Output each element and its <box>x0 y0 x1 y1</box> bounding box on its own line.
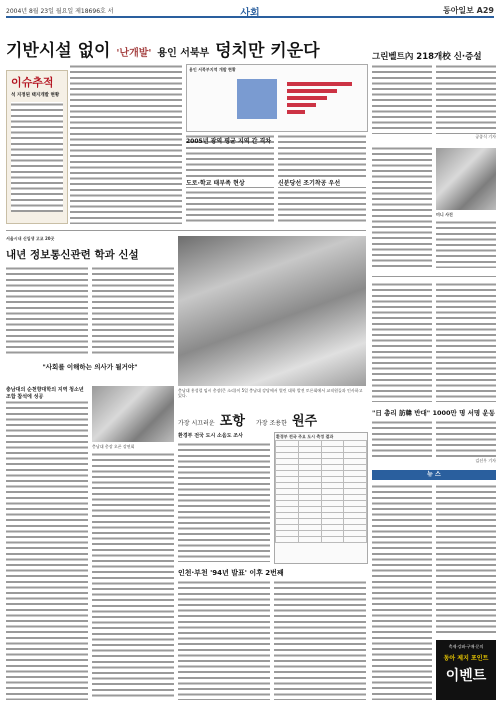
chart-title: 용인 서북부지역 개발 현황 <box>189 67 236 72</box>
noise-table-grid <box>275 440 367 543</box>
chart-bar <box>287 103 316 107</box>
top-story-column-1 <box>70 64 182 224</box>
festival-byline: 김선우 기자 <box>475 458 496 463</box>
incheon-column-1 <box>178 580 270 700</box>
issue-date: 2004년 8월 23일 월요일 제18696호 서 <box>6 8 114 15</box>
crowd-photo-caption: 충남대 홍성렬 임시 총장(큰 소리)이 5일 충남대 강당에서 열린 대학 발전 토론회에서 교직원들과 인사하고 있다. <box>178 388 363 398</box>
pohang-big-b: 원주 <box>291 414 318 429</box>
headline-part-a: 기반시설 없이 <box>6 41 111 61</box>
news-briefs-label: 뉴 스 <box>372 470 496 480</box>
seoul-column-2 <box>92 266 174 356</box>
top-story-headline <box>6 36 366 61</box>
lecture-photo <box>92 386 174 442</box>
chart-bar <box>287 89 337 93</box>
page-header <box>6 4 494 18</box>
greenbelt-headline: 그린벨트內 218개校 신·증설 <box>372 52 482 62</box>
incheon-column-2 <box>274 580 366 700</box>
greenbelt-column-1 <box>372 64 432 134</box>
seoul-column-3 <box>6 400 88 700</box>
chart-bar <box>287 82 352 86</box>
pohang-small-b: 가장 조용한 <box>256 420 287 427</box>
incheon-headline: 인천·부천 '94년 발표' 이후 2번째 <box>178 569 284 577</box>
pohang-small-a: 가장 시끄러운 <box>178 420 215 427</box>
seoul-column-4 <box>92 452 174 700</box>
noise-table <box>274 432 368 564</box>
mid-right-column-2 <box>436 282 496 402</box>
headline-part-b: 용인 서북부 <box>157 48 210 59</box>
mid-right-column-1 <box>372 282 432 402</box>
chart-bar <box>287 96 327 100</box>
festival-headline: "日 총리 訪韓 반대" 1000만 명 서명 운동 <box>372 409 495 417</box>
chart-map-shape <box>237 79 277 119</box>
issue-tracker-body <box>11 102 63 212</box>
advertisement-box[interactable] <box>436 640 496 700</box>
ad-line-2: 동아 제지 포인트 <box>443 655 489 662</box>
right-divider <box>372 276 496 277</box>
page-number: 동아일보 A29 <box>442 6 494 15</box>
seoul-kicker: 서울시내 신입생 고교 20곳 <box>6 236 55 241</box>
pohang-big-a: 포항 <box>219 414 245 429</box>
section-divider <box>6 230 366 231</box>
top-story-subhead-2: 도로·학교 태부족 현상 <box>186 178 274 187</box>
pohang-headline <box>178 410 366 428</box>
right-story-caption-text <box>436 220 496 268</box>
right-story-photo <box>436 148 496 210</box>
pohang-column-1 <box>178 442 270 562</box>
greenbelt-byline: 공종식 기자 <box>475 134 496 139</box>
noise-table-title: 환경부 전국 주요 도시 측정 결과 <box>276 434 334 439</box>
headline-part-c: 덩치만 키운다 <box>215 41 320 61</box>
top-story-subhead-3: 신분당선 조기착공 우선 <box>278 178 366 187</box>
pohang-subhead: 환경부 전국 도시 소음도 조사 <box>178 433 243 439</box>
quote-headline: "사회를 이해하는 의사가 될거야" <box>42 363 138 371</box>
chart-bar <box>287 110 305 114</box>
seoul-column-1 <box>6 266 88 356</box>
ad-line-3: 이벤트 <box>445 668 487 684</box>
issue-tracker-subtitle: 석 지정된 택지개발 현황 <box>11 93 60 98</box>
festival-column-1 <box>372 420 432 458</box>
development-chart-graphic <box>186 64 368 132</box>
news-briefs-column-2 <box>436 484 496 634</box>
top-story-subhead-1: 2005년 광역 평균 지역 간 격차 <box>186 138 272 145</box>
news-briefs-column-1 <box>372 484 432 700</box>
section-title: 사회 <box>240 8 260 19</box>
greenbelt-column-2 <box>436 64 496 134</box>
seoul-subhead: 충남대의 순천향대학의 지역 청소년 조합 참석에 성공 <box>6 387 84 400</box>
headline-quote: '난개발' <box>116 48 152 59</box>
issue-tracker-box <box>6 70 68 224</box>
ad-line-1: 축제·강좌·구매·문의 <box>448 644 484 649</box>
lecture-photo-caption: 충남대 총장 오픈 강연회 <box>92 444 135 449</box>
right-story-column <box>372 146 432 268</box>
seoul-headline: 내년 정보통신관련 학과 신설 <box>6 249 139 261</box>
festival-column-2 <box>436 420 496 458</box>
crowd-photo <box>178 236 366 386</box>
issue-tracker-title: 이슈추적 <box>11 76 54 89</box>
right-story-photo-label: 미니 사진 <box>436 212 453 217</box>
